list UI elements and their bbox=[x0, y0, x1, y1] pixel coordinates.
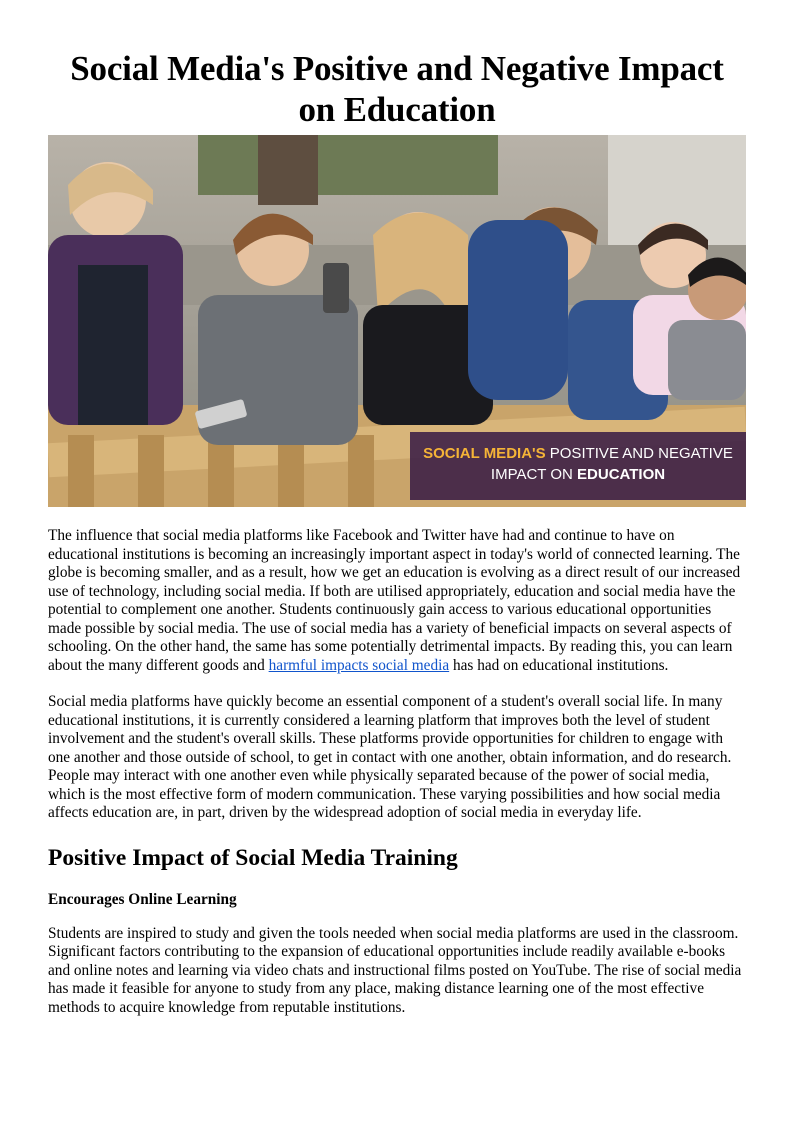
banner-line-1-rest: POSITIVE AND NEGATIVE bbox=[545, 445, 733, 462]
intro-paragraph-1-text: The influence that social media platforms like Facebook and Twitter have had and continue to have on educational institutions is becoming an increasingly important aspect in today's world of connected learning. The globe is becoming smaller, and as a result, how we get an education is evolving as a direct result of our increased use of technology, including social media. If both are utilised appropriately, education and social media have the potential to complement one another. Students continuously gain access to various educational opportunities made possible by social media. The use of social media has a variety of beneficial impacts on several aspects of schooling. On the other hand, the same has some potentially detrimental impacts. By reading this, you can learn about the many different goods and bbox=[48, 527, 741, 674]
page-title: Social Media's Positive and Negative Impact on Education bbox=[70, 49, 724, 129]
section-heading: Positive Impact of Social Media Training bbox=[48, 844, 458, 871]
section-subheading: Encourages Online Learning bbox=[48, 890, 237, 908]
hero-image bbox=[48, 135, 746, 507]
banner-highlight: SOCIAL MEDIA'S bbox=[423, 445, 546, 462]
banner-line-2-prefix: IMPACT ON bbox=[490, 466, 578, 483]
harmful-impacts-link[interactable]: harmful impacts social media bbox=[268, 656, 450, 674]
document-page bbox=[48, 48, 746, 1017]
banner-line-2-bold: EDUCATION bbox=[577, 466, 666, 483]
banner-line-2 bbox=[410, 464, 746, 485]
intro-paragraph-2: Social media platforms have quickly become an essential component of a student's overall social life. In many educational institutions, it is currently considered a learning platform that improves both the level of student involvement and the student's overall skills. These platforms provide opportunities for children to engage with one another and those outside of school, to get in contact with one another, obtain information, and do research. People may interact with one another even while physically separated because of the power of social media, which is the most effective form of modern communication. These varying possibilities and how social media affects education are, in part, driven by the widespread adoption of social media in everyday life. bbox=[48, 693, 732, 821]
intro-paragraph-1-tail: has had on educational institutions. bbox=[449, 656, 669, 674]
image-caption-banner bbox=[410, 432, 746, 500]
intro-paragraph-1 bbox=[48, 527, 746, 675]
section-paragraph: Students are inspired to study and given the tools needed when social media platforms are used in the classroom. Significant factors contributing to the expansion of educational opportunities include readily available e-books and online notes and learning via video chats and instructional films posted on YouTube. The rise of social media has made it feasible for anyone to study from any place, making distance learning one of the most effective methods to acquire knowledge from reputable institutions. bbox=[48, 924, 742, 1016]
banner-line-1 bbox=[410, 443, 746, 464]
